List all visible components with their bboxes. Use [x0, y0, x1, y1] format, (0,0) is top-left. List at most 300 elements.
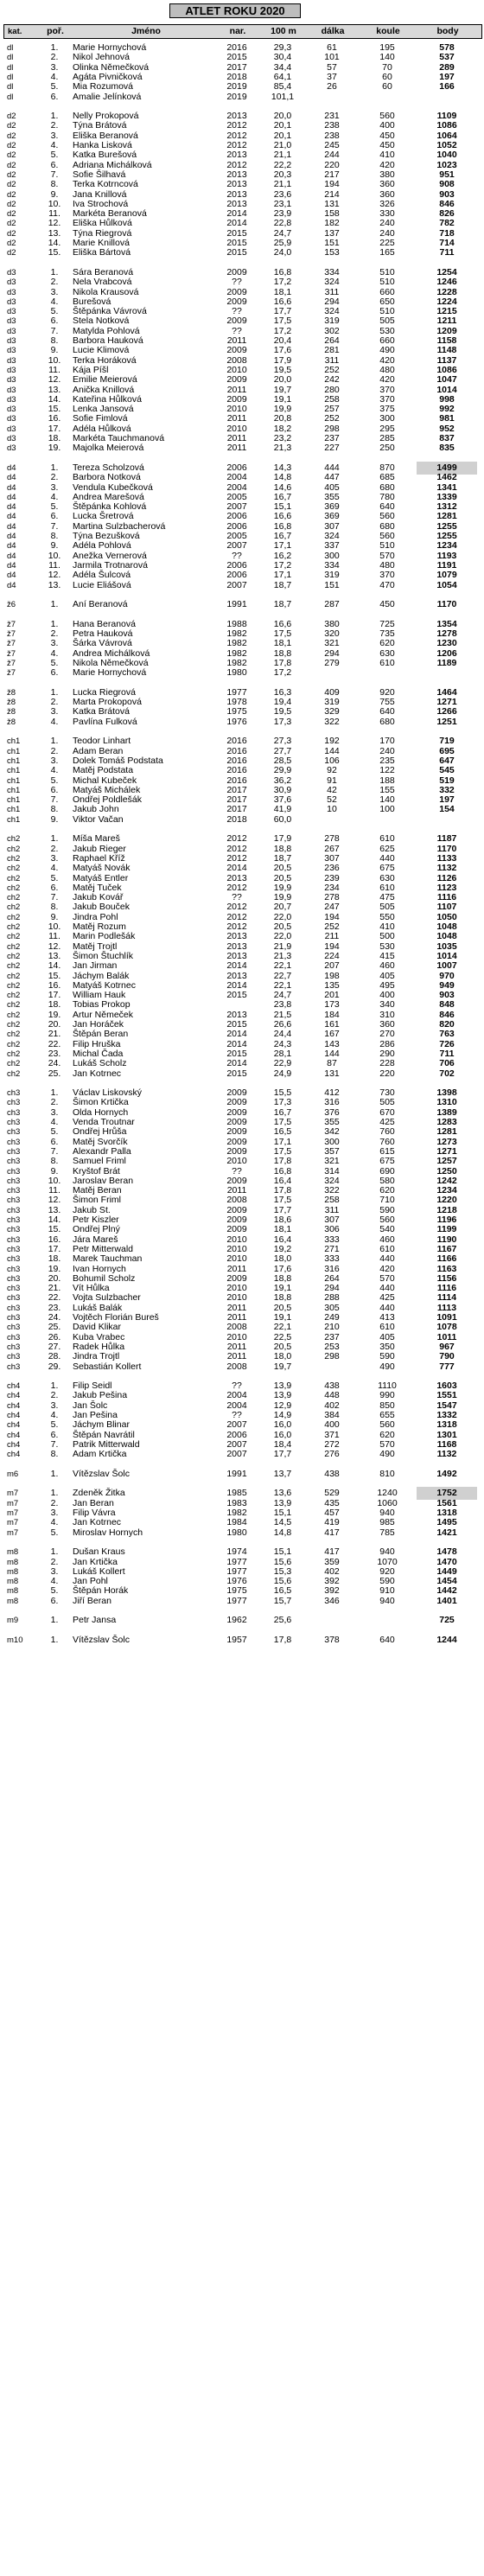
- name-cell: Filip Vávra: [73, 1508, 116, 1518]
- sprint-cell: 15,6: [273, 1556, 292, 1567]
- rank-cell: 2.: [50, 1497, 59, 1508]
- name-cell: Vítězslav Šolc: [73, 1634, 130, 1645]
- category-cell: d2: [7, 239, 16, 248]
- long-jump-cell: 316: [324, 1097, 340, 1108]
- rank-cell: 4.: [50, 140, 59, 150]
- birth-year-cell: 1991: [226, 599, 247, 610]
- category-cell: ch3: [7, 1313, 21, 1323]
- shot-put-cell: 140: [379, 52, 395, 63]
- table-row: [3, 598, 481, 611]
- points-cell: 1251: [436, 716, 457, 727]
- sprint-cell: 22,5: [273, 1331, 292, 1342]
- birth-year-cell: 2010: [226, 423, 247, 434]
- category-cell: dl: [7, 92, 14, 102]
- rank-cell: 24.: [48, 1058, 61, 1069]
- points-cell: 1158: [436, 335, 457, 346]
- birth-year-cell: 2011: [226, 384, 247, 395]
- shot-put-cell: 165: [379, 247, 395, 258]
- sprint-cell: 14,8: [273, 472, 292, 483]
- shot-put-cell: 710: [379, 1195, 395, 1206]
- name-cell: Lucie Eliášová: [73, 579, 131, 590]
- long-jump-cell: 217: [324, 169, 340, 180]
- sprint-cell: 17,2: [273, 559, 292, 571]
- long-jump-cell: 311: [324, 1204, 340, 1215]
- rank-cell: 18.: [48, 1253, 61, 1265]
- category-cell: ch2: [7, 873, 21, 883]
- category-cell: d4: [7, 532, 16, 541]
- birth-year-cell: 2014: [226, 960, 247, 972]
- sprint-cell: 17,3: [273, 1097, 292, 1108]
- name-cell: Dušan Kraus: [73, 1546, 125, 1558]
- name-cell: Samuel Friml: [73, 1156, 126, 1167]
- category-cell: ch3: [7, 1137, 21, 1147]
- category-cell: d3: [7, 346, 16, 356]
- shot-put-cell: 360: [379, 1019, 395, 1030]
- points-cell: 777: [439, 1361, 455, 1372]
- name-cell: Raphael Kříž: [73, 852, 125, 864]
- birth-year-cell: 2013: [226, 950, 247, 961]
- shot-put-cell: 490: [379, 1361, 395, 1372]
- long-jump-cell: 238: [324, 120, 340, 131]
- rank-cell: 3.: [50, 61, 59, 73]
- rank-cell: 3.: [50, 130, 59, 141]
- points-cell: 1464: [436, 686, 457, 698]
- rank-cell: 7.: [50, 169, 59, 180]
- category-cell: ch4: [7, 1381, 21, 1392]
- category-cell: ch4: [7, 1420, 21, 1431]
- name-cell: Eliška Hůlková: [73, 218, 132, 229]
- shot-put-cell: 500: [379, 931, 395, 942]
- shot-put-cell: 1240: [377, 1488, 398, 1499]
- points-cell: 1449: [436, 1565, 457, 1577]
- shot-put-cell: 370: [379, 393, 395, 405]
- points-cell: 981: [439, 413, 455, 424]
- rank-cell: 6.: [50, 784, 59, 795]
- long-jump-cell: 224: [324, 950, 340, 961]
- category-cell: m7: [7, 1518, 19, 1528]
- category-cell: ch3: [7, 1225, 21, 1235]
- birth-year-cell: 2007: [226, 501, 247, 513]
- name-cell: Matyáš Novák: [73, 863, 131, 874]
- shot-put-cell: 480: [379, 559, 395, 571]
- rank-cell: 7.: [50, 794, 59, 806]
- category-cell: ch4: [7, 1439, 21, 1450]
- long-jump-cell: 311: [324, 286, 340, 297]
- category-cell: d3: [7, 277, 16, 288]
- points-cell: 846: [439, 198, 455, 209]
- header-cell: koule: [376, 26, 400, 36]
- name-cell: Teodor Linhart: [73, 736, 131, 747]
- points-cell: 1228: [436, 286, 457, 297]
- birth-year-cell: 1985: [226, 1488, 247, 1499]
- long-jump-cell: 207: [324, 960, 340, 972]
- shot-put-cell: 480: [379, 364, 395, 375]
- long-jump-cell: 271: [324, 1243, 340, 1254]
- header-cell: body: [436, 26, 459, 36]
- name-cell: Jakub Kovář: [73, 892, 124, 903]
- category-cell: d2: [7, 141, 16, 150]
- points-cell: 1398: [436, 1087, 457, 1099]
- shot-put-cell: 680: [379, 716, 395, 727]
- category-cell: ch1: [7, 785, 21, 795]
- long-jump-cell: 161: [324, 1019, 340, 1030]
- category-cell: ch1: [7, 756, 21, 766]
- points-cell: 835: [439, 443, 455, 454]
- long-jump-cell: 144: [324, 1048, 340, 1059]
- name-cell: Barbora Notková: [73, 472, 141, 483]
- points-cell: 1191: [436, 559, 457, 571]
- birth-year-cell: 2012: [226, 130, 247, 141]
- shot-put-cell: 70: [382, 61, 392, 73]
- sprint-cell: 17,8: [273, 1185, 292, 1196]
- rank-cell: 4.: [50, 765, 59, 776]
- shot-put-cell: 170: [379, 736, 395, 747]
- shot-put-cell: 295: [379, 423, 395, 434]
- rank-cell: 3.: [50, 852, 59, 864]
- sprint-cell: 18,4: [273, 1438, 292, 1450]
- shot-put-cell: 650: [379, 296, 395, 307]
- birth-year-cell: 2006: [226, 511, 247, 522]
- name-cell: Jiří Beran: [73, 1595, 111, 1606]
- shot-put-cell: 725: [379, 618, 395, 629]
- category-cell: ch2: [7, 1030, 21, 1040]
- sprint-cell: 17,6: [273, 345, 292, 356]
- sprint-cell: 26,6: [273, 1019, 292, 1030]
- sprint-cell: 17,2: [273, 667, 292, 679]
- birth-year-cell: 2016: [226, 755, 247, 766]
- rank-cell: 15.: [48, 970, 61, 981]
- shot-put-cell: 505: [379, 1097, 395, 1108]
- points-cell: 820: [439, 1019, 455, 1030]
- sprint-cell: 19,7: [273, 1361, 292, 1372]
- category-cell: m7: [7, 1498, 19, 1508]
- rank-cell: 2.: [50, 277, 59, 288]
- name-cell: Markéta Beranová: [73, 208, 147, 220]
- name-cell: Sofie Šilhavá: [73, 169, 126, 180]
- birth-year-cell: 2010: [226, 1253, 247, 1265]
- birth-year-cell: 1980: [226, 1527, 247, 1538]
- name-cell: Petr Jansa: [73, 1615, 117, 1626]
- long-jump-cell: 242: [324, 374, 340, 386]
- sprint-cell: 16,3: [273, 686, 292, 698]
- category-cell: m6: [7, 1469, 19, 1479]
- points-cell: 1048: [436, 921, 457, 932]
- shot-put-cell: 685: [379, 472, 395, 483]
- birth-year-cell: 2016: [226, 775, 247, 786]
- name-cell: Lukáš Balák: [73, 1302, 123, 1313]
- birth-year-cell: 2013: [226, 198, 247, 209]
- shot-put-cell: 570: [379, 550, 395, 561]
- birth-year-cell: 2006: [226, 520, 247, 532]
- sprint-cell: 64,1: [273, 71, 292, 82]
- name-cell: Ondřej Poldlešák: [73, 794, 142, 806]
- birth-year-cell: 1977: [226, 686, 247, 698]
- long-jump-cell: 239: [324, 872, 340, 883]
- sprint-cell: 17,7: [273, 306, 292, 317]
- shot-put-cell: 660: [379, 335, 395, 346]
- shot-put-cell: 470: [379, 579, 395, 590]
- long-jump-cell: 249: [324, 1312, 340, 1323]
- category-cell: ch2: [7, 912, 21, 922]
- category-cell: ch2: [7, 961, 21, 972]
- rank-cell: 25.: [48, 1322, 61, 1333]
- points-cell: 1196: [436, 1215, 457, 1225]
- rank-cell: 1.: [50, 1488, 59, 1499]
- sprint-cell: 16,5: [273, 1126, 292, 1138]
- long-jump-cell: 448: [324, 1390, 340, 1401]
- birth-year-cell: 1976: [226, 1576, 247, 1587]
- long-jump-cell: 253: [324, 1341, 340, 1352]
- birth-year-cell: 2017: [226, 784, 247, 795]
- birth-year-cell: 1978: [226, 697, 247, 708]
- birth-year-cell: 2009: [226, 345, 247, 356]
- rank-cell: 8.: [50, 179, 59, 190]
- name-cell: Nela Vrabcová: [73, 277, 132, 288]
- rank-cell: 26.: [48, 1331, 61, 1342]
- sprint-cell: 19,4: [273, 697, 292, 708]
- category-cell: ch3: [7, 1088, 21, 1099]
- name-cell: Marta Prokopová: [73, 697, 142, 708]
- sprint-cell: 23,2: [273, 433, 292, 443]
- long-jump-cell: 322: [324, 716, 340, 727]
- sprint-cell: 19,1: [273, 1312, 292, 1323]
- long-jump-cell: 92: [327, 765, 337, 776]
- name-cell: Anežka Vernerová: [73, 550, 147, 561]
- name-cell: Mia Rozumová: [73, 81, 134, 92]
- birth-year-cell: 1991: [226, 1468, 247, 1479]
- category-cell: ch2: [7, 932, 21, 942]
- long-jump-cell: 106: [324, 755, 340, 766]
- rank-cell: 1.: [50, 462, 59, 473]
- rank-cell: 5.: [50, 501, 59, 513]
- name-cell: Tereza Scholzová: [73, 462, 144, 473]
- rank-cell: 9.: [50, 813, 59, 825]
- category-cell: ž8: [7, 698, 16, 708]
- category-cell: d2: [7, 121, 16, 131]
- shot-put-cell: 60: [382, 71, 392, 82]
- long-jump-cell: 194: [324, 179, 340, 190]
- name-cell: Matěj Tuček: [73, 882, 122, 893]
- shot-put-cell: 440: [379, 852, 395, 864]
- long-jump-cell: 252: [324, 921, 340, 932]
- sprint-cell: 21,3: [273, 950, 292, 961]
- sprint-cell: 16,6: [273, 618, 292, 629]
- points-cell: 1156: [436, 1272, 457, 1284]
- sprint-cell: 19,5: [273, 364, 292, 375]
- birth-year-cell: 2010: [226, 1243, 247, 1254]
- category-cell: ch2: [7, 922, 21, 932]
- long-jump-cell: 42: [327, 784, 337, 795]
- name-cell: William Hauk: [73, 990, 126, 1001]
- name-cell: Lucie Klimová: [73, 345, 130, 356]
- category-cell: d4: [7, 580, 16, 590]
- category-cell: d2: [7, 199, 16, 209]
- category-cell: d2: [7, 160, 16, 170]
- rank-cell: 10.: [48, 1175, 61, 1186]
- rank-cell: 2.: [50, 1556, 59, 1567]
- sprint-cell: 22,0: [273, 931, 292, 942]
- points-cell: 1254: [436, 266, 457, 277]
- long-jump-cell: 322: [324, 1185, 340, 1196]
- long-jump-cell: 198: [324, 970, 340, 981]
- birth-year-cell: 2011: [226, 1263, 247, 1274]
- points-cell: 1126: [436, 872, 457, 883]
- long-jump-cell: 369: [324, 511, 340, 522]
- rank-cell: 10.: [48, 198, 61, 209]
- category-cell: d4: [7, 462, 16, 473]
- points-cell: 1148: [436, 345, 457, 356]
- rank-cell: 14.: [48, 1215, 61, 1225]
- rank-cell: 19.: [48, 443, 61, 454]
- name-cell: Vít Hůlka: [73, 1283, 110, 1294]
- sprint-cell: 16,4: [273, 1234, 292, 1245]
- long-jump-cell: 380: [324, 618, 340, 629]
- rank-cell: 6.: [50, 1429, 59, 1440]
- birth-year-cell: 2008: [226, 1322, 247, 1333]
- sprint-cell: 23,8: [273, 999, 292, 1011]
- long-jump-cell: 276: [324, 1449, 340, 1460]
- sprint-cell: 12,9: [273, 1400, 292, 1411]
- category-cell: d4: [7, 512, 16, 522]
- category-cell: ž7: [7, 668, 16, 679]
- long-jump-cell: 227: [324, 443, 340, 454]
- points-cell: 1244: [436, 1634, 457, 1645]
- category-cell: d3: [7, 355, 16, 366]
- sprint-cell: 19,9: [273, 404, 292, 415]
- points-cell: 1246: [436, 277, 457, 288]
- long-jump-cell: 234: [324, 882, 340, 893]
- sprint-cell: 24,7: [273, 990, 292, 1001]
- rank-cell: 4.: [50, 716, 59, 727]
- birth-year-cell: 2013: [226, 872, 247, 883]
- shot-put-cell: 610: [379, 1322, 395, 1333]
- category-cell: ch4: [7, 1400, 21, 1411]
- sprint-cell: 20,5: [273, 863, 292, 874]
- points-cell: 1547: [436, 1400, 457, 1411]
- name-cell: Jan Beran: [73, 1497, 114, 1508]
- category-cell: d2: [7, 180, 16, 190]
- name-cell: Lucka Šretrová: [73, 511, 134, 522]
- name-cell: Jan Jirman: [73, 960, 118, 972]
- shot-put-cell: 870: [379, 462, 395, 473]
- sprint-cell: 17,8: [273, 1156, 292, 1167]
- sprint-cell: 17,5: [273, 628, 292, 639]
- points-cell: 719: [439, 736, 455, 747]
- birth-year-cell: 1957: [226, 1634, 247, 1645]
- points-cell: 1230: [436, 638, 457, 649]
- sprint-cell: 22,2: [273, 159, 292, 170]
- rank-cell: 3.: [50, 1508, 59, 1518]
- rank-cell: 9.: [50, 345, 59, 356]
- birth-year-cell: 2015: [226, 1048, 247, 1059]
- category-cell: m8: [7, 1547, 19, 1558]
- sprint-cell: 16,8: [273, 520, 292, 532]
- category-cell: ch2: [7, 1000, 21, 1011]
- long-jump-cell: 252: [324, 413, 340, 424]
- rank-cell: 14.: [48, 238, 61, 248]
- points-cell: 1168: [436, 1438, 457, 1450]
- long-jump-cell: 220: [324, 159, 340, 170]
- name-cell: Viktor Vačan: [73, 813, 124, 825]
- sprint-cell: 17,7: [273, 1449, 292, 1460]
- name-cell: Marie Hornychová: [73, 42, 147, 53]
- category-cell: ch2: [7, 991, 21, 1001]
- points-cell: 1209: [436, 325, 457, 336]
- sprint-cell: 30,4: [273, 52, 292, 63]
- long-jump-cell: 334: [324, 559, 340, 571]
- shot-put-cell: 940: [379, 1546, 395, 1558]
- long-jump-cell: 278: [324, 833, 340, 845]
- category-cell: ch2: [7, 853, 21, 864]
- sprint-cell: 18,0: [273, 1351, 292, 1362]
- shot-put-cell: 730: [379, 1087, 395, 1099]
- name-cell: Jan Šolc: [73, 1400, 108, 1411]
- rank-cell: 3.: [50, 286, 59, 297]
- rank-cell: 11.: [48, 559, 60, 571]
- name-cell: Ondřej Hrůša: [73, 1126, 127, 1138]
- category-cell: d2: [7, 189, 16, 200]
- name-cell: Nelly Prokopová: [73, 111, 139, 122]
- shot-put-cell: 610: [379, 1243, 395, 1254]
- points-cell: 1215: [436, 306, 457, 317]
- shot-put-cell: 413: [379, 1312, 395, 1323]
- sprint-cell: 20,5: [273, 921, 292, 932]
- table-row: [3, 1361, 481, 1374]
- rank-cell: 7.: [50, 325, 59, 336]
- long-jump-cell: 319: [324, 570, 340, 581]
- shot-put-cell: 300: [379, 413, 395, 424]
- name-cell: Týna Riegrová: [73, 227, 132, 239]
- shot-put-cell: 690: [379, 1165, 395, 1176]
- name-cell: Filip Hruška: [73, 1038, 121, 1049]
- category-cell: ch1: [7, 766, 21, 776]
- long-jump-cell: 457: [324, 1508, 340, 1518]
- category-cell: ch2: [7, 864, 21, 874]
- category-cell: m8: [7, 1596, 19, 1606]
- birth-year-cell: 1977: [226, 1565, 247, 1577]
- points-cell: 908: [439, 179, 455, 190]
- birth-year-cell: 2006: [226, 570, 247, 581]
- shot-put-cell: 640: [379, 706, 395, 717]
- category-cell: dl: [7, 53, 14, 63]
- long-jump-cell: 319: [324, 697, 340, 708]
- sprint-cell: 25,9: [273, 238, 292, 248]
- sprint-cell: 15,1: [273, 1546, 292, 1558]
- name-cell: Terka Horáková: [73, 354, 137, 366]
- name-cell: Jan Horáček: [73, 1019, 124, 1030]
- name-cell: Matyáš Entler: [73, 872, 129, 883]
- rank-cell: 16.: [48, 979, 61, 991]
- shot-put-cell: 400: [379, 120, 395, 131]
- table-row: [3, 1614, 481, 1627]
- sprint-cell: 20,3: [273, 169, 292, 180]
- rank-cell: 1.: [50, 111, 59, 122]
- long-jump-cell: 167: [324, 1029, 340, 1040]
- birth-year-cell: 2010: [226, 1234, 247, 1245]
- shot-put-cell: 460: [379, 960, 395, 972]
- rank-cell: 2.: [50, 628, 59, 639]
- birth-year-cell: 2007: [226, 540, 247, 552]
- name-cell: Míša Mareš: [73, 833, 120, 845]
- shot-put-cell: 810: [379, 1468, 395, 1479]
- sprint-cell: 30,9: [273, 784, 292, 795]
- sprint-cell: 22,0: [273, 911, 292, 922]
- category-cell: dl: [7, 62, 14, 73]
- category-cell: ch2: [7, 883, 21, 893]
- long-jump-cell: 279: [324, 657, 340, 668]
- points-cell: 1478: [436, 1546, 457, 1558]
- points-cell: 1048: [436, 931, 457, 942]
